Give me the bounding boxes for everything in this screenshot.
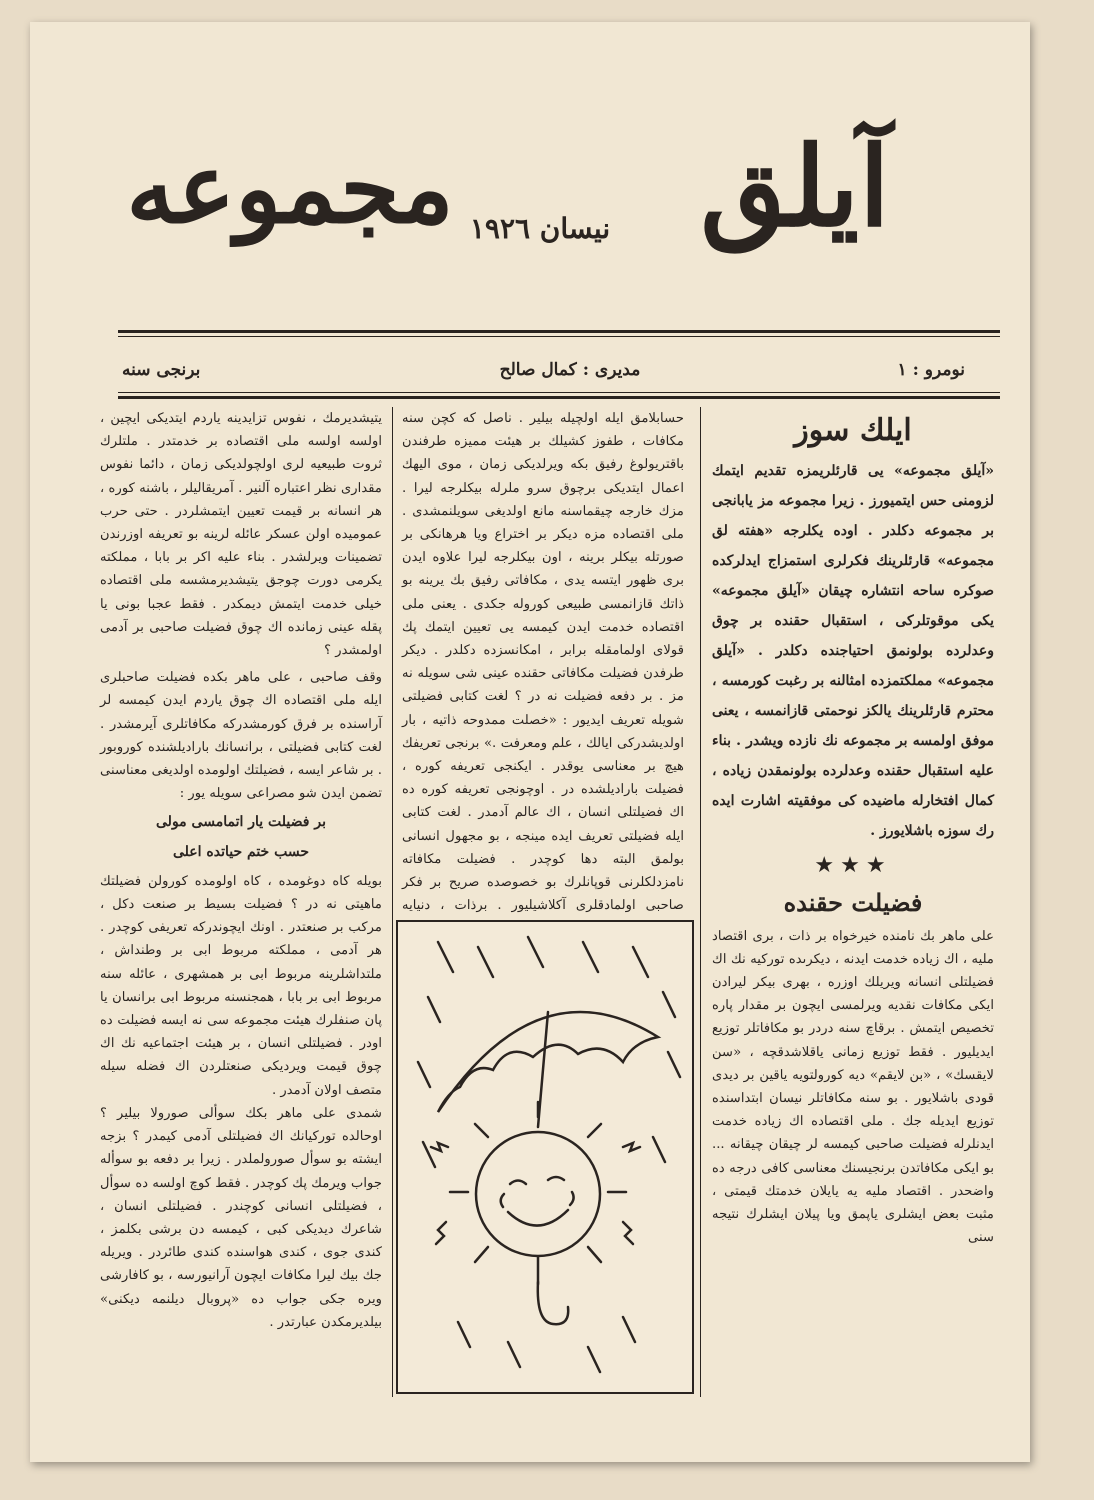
column-middle	[402, 407, 684, 987]
sun-umbrella-drawing	[398, 922, 692, 1392]
left-paragraph-3: بويله كاه دوغومده ، كاه اولومده كورولن فضيلتك ماهيتى نه در ؟ فضيلت بسيط بر صنعت دكل ، مركب بر صنعتدر . اونك ايچوندركه تعريفى كوچدر . هر آدمى ، مملكته مربوط ابى بر وطنداش ، ملتداشلرينه مربوط ابى بر همشهرى ، عائله سنه مربوط ابى بر بابا ، همجنسنه مربوط ابى برانسان يا پان صنفلرك هيئت مجموعه سى نه ايسه فضيلت ده اودر . فضيلتلى انسان ، بر هيئت اجتماعيه نك اك چوق قيمت ويرديكى صنعتلردن اك فضله سيله متصف اولان آدمدر .	[100, 873, 382, 1098]
masthead-rule-top-thin	[118, 336, 1000, 337]
sun-umbrella-illustration	[396, 920, 694, 1394]
verse-line-1: بر فضيلت يار اتمامسى مولى	[156, 814, 326, 831]
left-paragraph-2: وقف صاحبى ، على ماهر بكده فضيلت صاحبلرى ايله ملى اقتصاده اك چوق ياردم ايدن كيمسه لر آراسنده بر فرق كورمشدركه مكافاتلرى آيرمشدر . لغت كتابى فضيلتى ، برانسانك باراديلشنده كوروبور . بر شاعر ايسه ، فضيلتك اولومده اولديغى معناسنى تضمن ايدن شو مصراعى سويله يور :	[100, 670, 382, 802]
masthead-rule-top	[118, 330, 1000, 333]
heading-ilk-soz: ايلك سوز	[794, 413, 912, 448]
verse-line-2: حسب ختم حياتده اعلى	[173, 843, 309, 860]
issue-number: نومرو : ١	[897, 360, 965, 380]
column-divider-right	[700, 407, 701, 1397]
heading-fazilet-hakkinda: فضيلت حقنده	[783, 888, 923, 918]
publication-year: برنجى سنه	[122, 360, 201, 380]
info-rule-top	[118, 392, 1000, 393]
column-divider-left	[392, 407, 393, 1397]
editor-name: مديرى : كمال صالح	[499, 360, 641, 380]
title-aylik: آيلق	[700, 122, 890, 251]
column-right	[712, 407, 994, 1249]
info-rule-bottom	[118, 396, 1000, 399]
left-paragraph-4: شمدى على ماهر بكك سوألى صورولا بيلير ؟ اوحالده توركيانك اك فضيلتلى آدمى كيمدر ؟ بزجه ايشته بو سوأل صورولملدر . زيرا بر دفعه بو سوأله جواب ويرمك پك كوچدر . فقط كوچ اولسه ده سوأل ، فضيلتلى انسانى كوچندر . فضيلتلى انسان ، شاعرك ديديكى كبى ، كيمسه دن برشى بكلمز ، كندى جوى ، كندى هواسنده كندى طائردر . ويريله جك بيك ليرا مكافات ايچون آرانيورسه ، بو كافارشى ويره جكى جواب ده «پروبال ديلنمه ديكنى» بيلديرمكدن عبارتدر .	[100, 1105, 382, 1330]
title-mecmua: مجموعه	[126, 132, 454, 245]
fazilet-paragraph: على ماهر بك نامنده خيرخواه بر ذات ، برى اقتصاد مليه ، اك زياده خدمت ايدنه ، ديكرىده توركيه نك اك فضيلتلى انسانه ويريلك اوزره ، بهرى بيكر ليرادن ايكى مكافات نقديه ويرلمسى ايچون بر مقدار پاره تخصيص ايتمش . برقاچ سنه دردر بو مكافاتلر توزيع ايديليور . فقط توزيع زمانى ياقلاشدقچه ، «سن لايقسك» ، «بن لايقم» ديه كورولتويه ياقين بر ديدى قودى باشلايور . بو سنه مكافاتلر نيسان ابتداسنده توزيع ايديله جك . ملى اقتصاده اك زياده خدمت ايدنلرله فضيلت صاحبى كيمسه لر چيقان چيقانه ... بو ايكى مكافاتدن برنجيسنك معناسى كافى درجه ده واضحدر . اقتصاد مليه يه يايلان خدمتك قيمتى ، مثبت بعض ايشلرى ياپمق ويا پيلان ايشلرك نتيجه سنى	[712, 928, 994, 1246]
middle-paragraph: حسابلامق ايله اولچيله بيلير . ناصل كه كچن سنه مكافات ، طفوز كشيلك بر هيئت مميزه طرفندن باقتريولوغ رفيق بكه ويرلديكى زمان ، موى اليهك اعمال ايتديكى برچوق سرو ملرله بيكلرجه ليرا . مزك خارجه چيقماسنه مانع اولديغى سويلنمشدى . ملى اقتصاده مزه ديكر بر اختراع ويا هرهانكى بر صورتله بيكلر برينه ، اون بيكلرجه ليرا علاوه ايدن برى ظهور ايتسه يدى ، مكافاتى رفيق بك يرينه بو ذاتك قازانمسى طبيعى كوروله جكدى . يعنى ملى اقتصاده خدمت ايدن كيمسه يى تعيين ايتمك پك قولاى اولمامقله برابر ، امكانسزده دكلدر . ديكر طرفدن فضيلت مكافاتى حقنده عينى شى سويله نه مز . بر دفعه فضيلت نه در ؟ لغت كتابى فضيلتى شويله تعريف ايديور : «خصلت ممدوحه ذاتيه ، بار اولديشدركى ايالك ، علم ومعرفت .» برنجى تعريفك هيچ بر معناسى يوقدر . ايكنجى تعريفه كوره ، فضيلت باراديلشده در . اوچونجى تعريفه كوره ده اك فضيلتلى انسان ، اك عالم آدمدر . لغت كتابى ايله فضيلتى تعريف ايده مينجه ، بو مجهول انسانى بولمق البته دها كوچدر . فضيلت مكافاته نامزدلكلرنى قوپانلرك بو خصوصده صريح بر فكر صاحبى اولمادقلرى آكلاشيليور . برذات ، دنيايه	[402, 411, 684, 914]
left-paragraph-1: يتيشديرمك ، نفوس تزايدينه ياردم ايتديكى ايچين ، اولسه اولسه ملى اقتصاده بر خدمتدر . ملتلرك ثروت طبيعيه لرى اولچولديكى زمان ، دائما نفوس مقدارى نظر اعتباره آلنير . آمريقاليلر ، باشنه كوره ، هر انسانه بر قيمت تعيين ايتمشلردر . حتى حرب عموميده اولن عسكر عائله لرينه بو تعريفه اوزرندن تضمينات ويرلشدر . بناء عليه اكر بر بابا ، مملكته يكرمى دورت چوجق يتيشديرمشسه ملى اقتصاده خيلى خدمت ايتمش ديمكدر . فقط عجبا بونى يا پقله عينى زمانده اك چوق فضيلت صاحبى بر آدمى اولمشدر ؟	[100, 411, 382, 659]
intro-paragraph: «آيلق مجموعه» يى قارئلريمزه تقديم ايتمك لزومنى حس ايتميورز . زيرا مجموعه مز يابانجى بر مجموعه دكلدر . اوده يكلرجه «هفته لق مجموعه» قارئلرينك فكرلرى استمزاج ايدلركده صوكره ساحه انتشاره چيقان «آيلق مجموعه» يكى موقوتلركى ، استقبال حقنده بر چوق وعدلرده بولونمق احتياجنده دكلدر . «آيلق مجموعه» مملكتمزده امثالنه بر رغبت كورمسه ، محترم قارئلرينك يالكز نوحمتى قازانمسه ، يعنى موفق اولمسه بر مجموعه نك نازده ويشدر . بناء عليه استقبال حقنده وعدلرده بولونمقدن زياده ، كمال افتخارله ماضيده كى موفقيته اشارت ايده رك سوزه باشلايورز .	[712, 463, 994, 840]
magazine-page	[30, 22, 1030, 1462]
issue-date: نيسان ١٩٢٦	[469, 212, 611, 245]
section-stars: ★★★	[814, 853, 892, 879]
column-left	[100, 407, 382, 1334]
masthead	[30, 22, 1030, 332]
